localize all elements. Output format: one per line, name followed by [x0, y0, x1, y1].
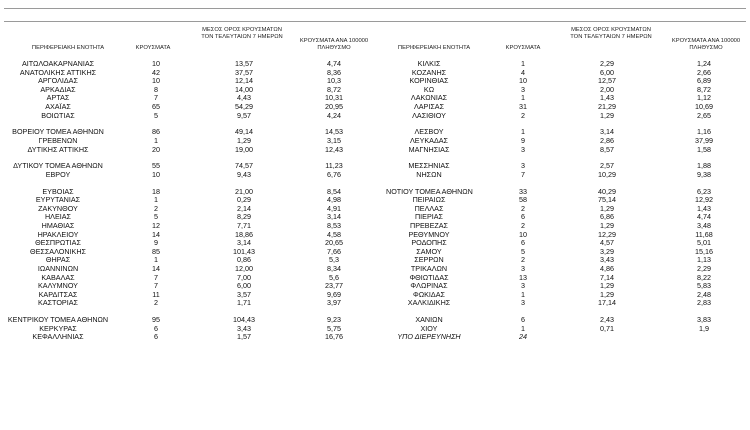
avg7-cell: 3,14: [237, 238, 251, 248]
region-cell: ΘΕΣΣΑΛΟΝΙΚΗΣ: [30, 246, 86, 256]
per100k-cell: 3,48: [697, 221, 711, 231]
cases-cell: 1: [521, 323, 525, 333]
region-cell: ΡΟΔΟΠΗΣ: [411, 238, 447, 248]
region-cell: ΚΙΛΚΙΣ: [417, 59, 441, 68]
cases-cell: 6: [154, 332, 158, 342]
region-cell: ΒΟΡΕΙΟΥ ΤΟΜΕΑ ΑΘΗΝΩΝ: [12, 127, 104, 137]
table-row: [386, 112, 750, 121]
region-cell: ΧΙΟΥ: [420, 323, 438, 333]
region-cell: ΗΛΕΙΑΣ: [44, 212, 72, 222]
avg7-cell: 6,00: [237, 281, 251, 291]
cases-cell: 18: [152, 186, 160, 196]
per100k-cell: 5,01: [697, 238, 711, 248]
region-cell: ΣΕΡΡΩΝ: [414, 255, 444, 265]
region-cell: ΘΕΣΠΡΩΤΙΑΣ: [35, 238, 81, 248]
table-row: [386, 171, 750, 180]
per100k-cell: 6,76: [327, 169, 341, 179]
avg7-cell: 6,00: [600, 67, 614, 77]
per100k-cell: 20,65: [325, 238, 343, 248]
region-cell: ΠΕΛΛΑΣ: [414, 203, 444, 213]
table-row: [4, 171, 380, 180]
per100k-cell: 4,58: [327, 229, 341, 239]
region-cell: ΝΗΣΩΝ: [416, 169, 442, 179]
cases-cell: 1: [521, 127, 525, 137]
cases-cell: 10: [519, 76, 527, 86]
region-cell: ΛΑΡΙΣΑΣ: [413, 101, 445, 111]
cases-cell: 3: [521, 84, 525, 94]
per100k-cell: 1,88: [697, 161, 711, 171]
per100k-cell: 15,16: [695, 246, 713, 256]
region-cell: ΚΕΡΚΥΡΑΣ: [39, 323, 77, 333]
region-cell: ΚΟΡΙΝΘΙΑΣ: [409, 76, 449, 86]
table-row: [386, 146, 750, 155]
avg7-cell: 2,57: [600, 161, 614, 171]
region-cell: ΑΝΑΤΟΛΙΚΗΣ ΑΤΤΙΚΗΣ: [19, 67, 97, 77]
per100k-cell: 3,83: [697, 315, 711, 325]
region-cell: ΚΑΣΤΟΡΙΑΣ: [38, 298, 78, 308]
per100k-cell: 8,72: [327, 84, 341, 94]
cases-cell: 5: [154, 110, 158, 120]
region-cell: ΔΥΤΙΚΗΣ ΑΤΤΙΚΗΣ: [27, 144, 89, 154]
avg7-cell: 7,14: [600, 272, 614, 282]
cases-cell: 3: [521, 144, 525, 154]
per100k-cell: 16,76: [325, 332, 343, 342]
region-cell: ΠΡΕΒΕΖΑΣ: [410, 221, 448, 231]
region-cell: ΓΡΕΒΕΝΩΝ: [38, 135, 78, 145]
per100k-cell: 4,74: [697, 212, 711, 222]
per100k-cell: 6,23: [697, 186, 711, 196]
per100k-cell: 4,98: [327, 195, 341, 205]
per100k-cell: 4,24: [327, 110, 341, 120]
avg7-cell: 37,57: [235, 67, 253, 77]
region-cell: ΑΡΚΑΔΙΑΣ: [40, 84, 76, 94]
per100k-cell: 23,77: [325, 281, 343, 291]
avg7-cell: 7,71: [237, 221, 251, 231]
per100k-cell: 9,38: [697, 169, 711, 179]
per100k-cell: 4,91: [327, 203, 341, 213]
avg7-cell: 3,43: [237, 323, 251, 333]
cases-cell: 14: [152, 264, 160, 274]
avg7-cell: 12,14: [235, 76, 253, 86]
avg7-cell: 3,14: [600, 127, 614, 137]
cases-cell: 65: [152, 101, 160, 111]
cases-cell: 24: [519, 332, 527, 342]
cases-cell: 10: [152, 59, 160, 68]
region-cell: ΕΥΒΟΙΑΣ: [42, 186, 74, 196]
avg7-cell: 1,29: [600, 203, 614, 213]
per100k-cell: 10,3: [327, 76, 341, 86]
cases-cell: 10: [152, 169, 160, 179]
avg7-cell: 75,14: [598, 195, 616, 205]
region-cell: ΑΡΤΑΣ: [46, 93, 70, 103]
table-row: [386, 299, 750, 308]
cases-cell: 1: [154, 195, 158, 205]
per100k-cell: 8,53: [327, 221, 341, 231]
cases-cell: 6: [154, 323, 158, 333]
region-cell: ΚΑΒΑΛΑΣ: [41, 272, 75, 282]
per100k-cell: 11,68: [695, 229, 713, 239]
cases-cell: 12: [152, 221, 160, 231]
region-cell: ΕΒΡΟΥ: [45, 169, 71, 179]
cases-cell: 2: [521, 203, 525, 213]
cases-cell: 2: [521, 255, 525, 265]
per100k-cell: 7,66: [327, 246, 341, 256]
avg7-cell: 49,14: [235, 127, 253, 137]
region-cell: ΤΡΙΚΑΛΩΝ: [410, 264, 448, 274]
cases-cell: 9: [154, 238, 158, 248]
left-table: [4, 60, 380, 342]
avg7-cell: 1,29: [237, 135, 251, 145]
cases-cell: 20: [152, 144, 160, 154]
avg7-cell: 3,57: [237, 289, 251, 299]
region-cell: ΠΙΕΡΙΑΣ: [414, 212, 443, 222]
avg7-cell: 104,43: [233, 315, 255, 325]
cases-cell: 10: [519, 229, 527, 239]
region-cell: ΜΑΓΝΗΣΙΑΣ: [408, 144, 450, 154]
per100k-cell: 1,16: [697, 127, 711, 137]
cases-cell: 3: [521, 264, 525, 274]
avg7-cell: 1,29: [600, 110, 614, 120]
per100k-cell: 8,54: [327, 186, 341, 196]
table-row: [386, 77, 750, 86]
cases-cell: 42: [152, 67, 160, 77]
region-cell: ΖΑΚΥΝΘΟΥ: [38, 203, 78, 213]
region-cell: ΚΩ: [423, 84, 435, 94]
cases-cell: 3: [521, 298, 525, 308]
per100k-cell: 1,9: [699, 323, 709, 333]
cases-cell: 3: [521, 161, 525, 171]
per100k-cell: 9,23: [327, 315, 341, 325]
per100k-cell: 12,92: [695, 195, 713, 205]
avg7-cell: 4,86: [600, 264, 614, 274]
left-header-avg7: ΜΕΣΟΣ ΟΡΟΣ ΚΡΟΥΣΜΑΤΩΝ ΤΟΝ ΤΕΛΕΥΤΑΙΩΝ 7 ΗΜΕΡΩΝ: [201, 27, 283, 40]
left-header-region: ΠΕΡΙΦΕΡΕΙΑΚΗ ΕΝΟΤΗΤΑ: [31, 45, 105, 51]
region-cell: ΒΟΙΩΤΙΑΣ: [41, 110, 75, 120]
region-cell: ΚΟΖΑΝΗΣ: [411, 67, 447, 77]
avg7-cell: 19,00: [235, 144, 253, 154]
avg7-cell: 14,00: [235, 84, 253, 94]
per100k-cell: 10,31: [325, 93, 343, 103]
cases-cell: 7: [154, 281, 158, 291]
avg7-cell: 2,14: [237, 203, 251, 213]
cases-cell: 1: [154, 255, 158, 265]
right-header-region: ΠΕΡΙΦΕΡΕΙΑΚΗ ΕΝΟΤΗΤΑ: [397, 45, 471, 51]
per100k-cell: 12,43: [325, 144, 343, 154]
per100k-cell: 8,72: [697, 84, 711, 94]
right-header-per100k: ΚΡΟΥΣΜΑΤΑ ΑΝΑ 100000 ΠΛΗΘΥΣΜΟ: [671, 38, 741, 51]
region-cell: ΗΜΑΘΙΑΣ: [41, 221, 75, 231]
per100k-cell: 3,15: [327, 135, 341, 145]
region-cell: ΛΑΣΙΘΙΟΥ: [412, 110, 446, 120]
avg7-cell: 1,29: [600, 289, 614, 299]
per100k-cell: 8,22: [697, 272, 711, 282]
header-divider: [4, 21, 746, 22]
cases-cell: 6: [521, 315, 525, 325]
per100k-cell: 20,95: [325, 101, 343, 111]
avg7-cell: 54,29: [235, 101, 253, 111]
per100k-cell: 8,34: [327, 264, 341, 274]
avg7-cell: 1,29: [600, 221, 614, 231]
region-cell: ΡΕΘΥΜΝΟΥ: [408, 229, 450, 239]
region-cell: ΣΑΜΟΥ: [416, 246, 442, 256]
cases-cell: 1: [521, 289, 525, 299]
avg7-cell: 0,86: [237, 255, 251, 265]
cases-cell: 7: [521, 169, 525, 179]
region-cell: ΧΑΝΙΩΝ: [415, 315, 443, 325]
per100k-cell: 14,53: [325, 127, 343, 137]
right-header-cases: ΚΡΟΥΣΜΑΤΑ: [505, 45, 541, 51]
avg7-cell: 2,86: [600, 135, 614, 145]
avg7-cell: 9,57: [237, 110, 251, 120]
per100k-cell: 5,75: [327, 323, 341, 333]
region-cell: ΕΥΡΥΤΑΝΙΑΣ: [35, 195, 81, 205]
per100k-cell: 37,99: [695, 135, 713, 145]
region-cell: ΜΕΣΣΗΝΙΑΣ: [408, 161, 450, 171]
left-header-cases: ΚΡΟΥΣΜΑΤΑ: [135, 45, 171, 51]
avg7-cell: 12,29: [598, 229, 616, 239]
avg7-cell: 3,29: [600, 246, 614, 256]
avg7-cell: 0,71: [600, 323, 614, 333]
region-cell: ΛΕΥΚΑΔΑΣ: [409, 135, 448, 145]
avg7-cell: 3,43: [600, 255, 614, 265]
region-cell: ΠΕΙΡΑΙΩΣ: [412, 195, 446, 205]
region-cell: ΗΡΑΚΛΕΙΟΥ: [37, 229, 79, 239]
avg7-cell: 40,29: [598, 186, 616, 196]
cases-cell: 11: [152, 289, 160, 299]
cases-cell: 31: [519, 101, 527, 111]
per100k-cell: 5,3: [329, 255, 339, 265]
region-cell: ΦΘΙΩΤΙΔΑΣ: [409, 272, 449, 282]
avg7-cell: 13,57: [235, 59, 253, 68]
per100k-cell: 6,89: [697, 76, 711, 86]
avg7-cell: 8,57: [600, 144, 614, 154]
avg7-cell: 1,29: [600, 281, 614, 291]
avg7-cell: 9,43: [237, 169, 251, 179]
avg7-cell: 1,43: [600, 93, 614, 103]
region-cell: ΦΩΚΙΔΑΣ: [413, 289, 445, 299]
table-row: [386, 316, 750, 325]
avg7-cell: 2,29: [600, 59, 614, 68]
cases-cell: 86: [152, 127, 160, 137]
region-cell: ΚΕΝΤΡΙΚΟΥ ΤΟΜΕΑ ΑΘΗΝΩΝ: [7, 315, 109, 325]
avg7-cell: 12,00: [235, 264, 253, 274]
region-cell: ΑΡΓΟΛΙΔΑΣ: [38, 76, 78, 86]
cases-cell: 13: [519, 272, 527, 282]
cases-cell: 5: [521, 246, 525, 256]
avg7-cell: 12,57: [598, 76, 616, 86]
avg7-cell: 21,29: [598, 101, 616, 111]
per100k-cell: 8,36: [327, 67, 341, 77]
per100k-cell: 5,83: [697, 281, 711, 291]
avg7-cell: 4,43: [237, 93, 251, 103]
cases-cell: 1: [521, 59, 525, 68]
per100k-cell: 2,83: [697, 298, 711, 308]
avg7-cell: 17,14: [598, 298, 616, 308]
cases-cell: 2: [154, 298, 158, 308]
per100k-cell: 5,6: [329, 272, 339, 282]
cases-cell: 7: [154, 93, 158, 103]
avg7-cell: 2,43: [600, 315, 614, 325]
cases-cell: 8: [154, 84, 158, 94]
per100k-cell: 1,58: [697, 144, 711, 154]
per100k-cell: 10,69: [695, 101, 713, 111]
right-table: [386, 60, 750, 342]
cases-cell: 58: [519, 195, 527, 205]
cases-cell: 33: [519, 186, 527, 196]
region-cell: ΛΑΚΩΝΙΑΣ: [410, 93, 448, 103]
per100k-cell: 2,48: [697, 289, 711, 299]
per100k-cell: 11,23: [325, 161, 343, 171]
cases-cell: 95: [152, 315, 160, 325]
region-cell: ΑΧΑΪΑΣ: [45, 101, 71, 111]
region-cell: ΘΗΡΑΣ: [45, 255, 71, 265]
right-header-avg7: ΜΕΣΟΣ ΟΡΟΣ ΚΡΟΥΣΜΑΤΩΝ ΤΟΝ ΤΕΛΕΥΤΑΙΩΝ 7 ΗΜΕΡΩΝ: [570, 27, 652, 40]
region-cell: ΚΑΡΔΙΤΣΑΣ: [38, 289, 78, 299]
avg7-cell: 1,57: [237, 332, 251, 342]
cases-cell: 6: [521, 238, 525, 248]
region-cell: ΧΑΛΚΙΔΙΚΗΣ: [407, 298, 451, 308]
cases-cell: 55: [152, 161, 160, 171]
avg7-cell: 18,86: [235, 229, 253, 239]
top-border: [4, 8, 746, 9]
cases-cell: 3: [521, 281, 525, 291]
table-row: [4, 112, 380, 121]
per100k-cell: 1,13: [697, 255, 711, 265]
avg7-cell: 4,57: [600, 238, 614, 248]
avg7-cell: 0,29: [237, 195, 251, 205]
region-cell: ΥΠΟ ΔΙΕΡΕΥΝΗΣΗ: [397, 332, 461, 342]
per100k-cell: 1,24: [697, 59, 711, 68]
cases-cell: 85: [152, 246, 160, 256]
region-cell: ΝΟΤΙΟΥ ΤΟΜΕΑ ΑΘΗΝΩΝ: [386, 186, 473, 196]
avg7-cell: 7,00: [237, 272, 251, 282]
table-row: [4, 299, 380, 308]
avg7-cell: 1,71: [237, 298, 251, 308]
cases-cell: 1: [154, 135, 158, 145]
region-cell: ΚΑΛΥΜΝΟΥ: [38, 281, 78, 291]
per100k-cell: 9,69: [327, 289, 341, 299]
cases-cell: 5: [154, 212, 158, 222]
cases-cell: 9: [521, 135, 525, 145]
region-cell: ΦΛΩΡΙΝΑΣ: [410, 281, 448, 291]
per100k-cell: 1,43: [697, 203, 711, 213]
cases-cell: 7: [154, 272, 158, 282]
avg7-cell: 6,86: [600, 212, 614, 222]
table-row: [386, 333, 750, 342]
avg7-cell: 21,00: [235, 186, 253, 196]
region-cell: ΙΩΑΝΝΙΝΩΝ: [37, 264, 79, 274]
per100k-cell: 2,29: [697, 264, 711, 274]
per100k-cell: 1,12: [697, 93, 711, 103]
avg7-cell: 101,43: [233, 246, 255, 256]
cases-cell: 4: [521, 67, 525, 77]
avg7-cell: 8,29: [237, 212, 251, 222]
left-header-per100k: ΚΡΟΥΣΜΑΤΑ ΑΝΑ 100000 ΠΛΗΘΥΣΜΟ: [299, 38, 369, 51]
per100k-cell: 2,65: [697, 110, 711, 120]
cases-cell: 2: [521, 110, 525, 120]
per100k-cell: 3,97: [327, 298, 341, 308]
cases-cell: 10: [152, 76, 160, 86]
table-row: [4, 333, 380, 342]
cases-cell: 2: [521, 221, 525, 231]
table-row: [4, 146, 380, 155]
cases-cell: 6: [521, 212, 525, 222]
avg7-cell: 10,29: [598, 169, 616, 179]
per100k-cell: 2,66: [697, 67, 711, 77]
cases-cell: 14: [152, 229, 160, 239]
cases-cell: 2: [154, 203, 158, 213]
region-cell: ΛΕΣΒΟΥ: [414, 127, 444, 137]
region-cell: ΚΕΦΑΛΛΗΝΙΑΣ: [32, 332, 84, 342]
region-cell: ΔΥΤΙΚΟΥ ΤΟΜΕΑ ΑΘΗΝΩΝ: [13, 161, 103, 171]
per100k-cell: 4,74: [327, 59, 341, 68]
avg7-cell: 2,00: [600, 84, 614, 94]
cases-cell: 1: [521, 93, 525, 103]
avg7-cell: 74,57: [235, 161, 253, 171]
region-cell: ΑΙΤΩΛΟΑΚΑΡΝΑΝΙΑΣ: [21, 59, 95, 68]
per100k-cell: 3,14: [327, 212, 341, 222]
